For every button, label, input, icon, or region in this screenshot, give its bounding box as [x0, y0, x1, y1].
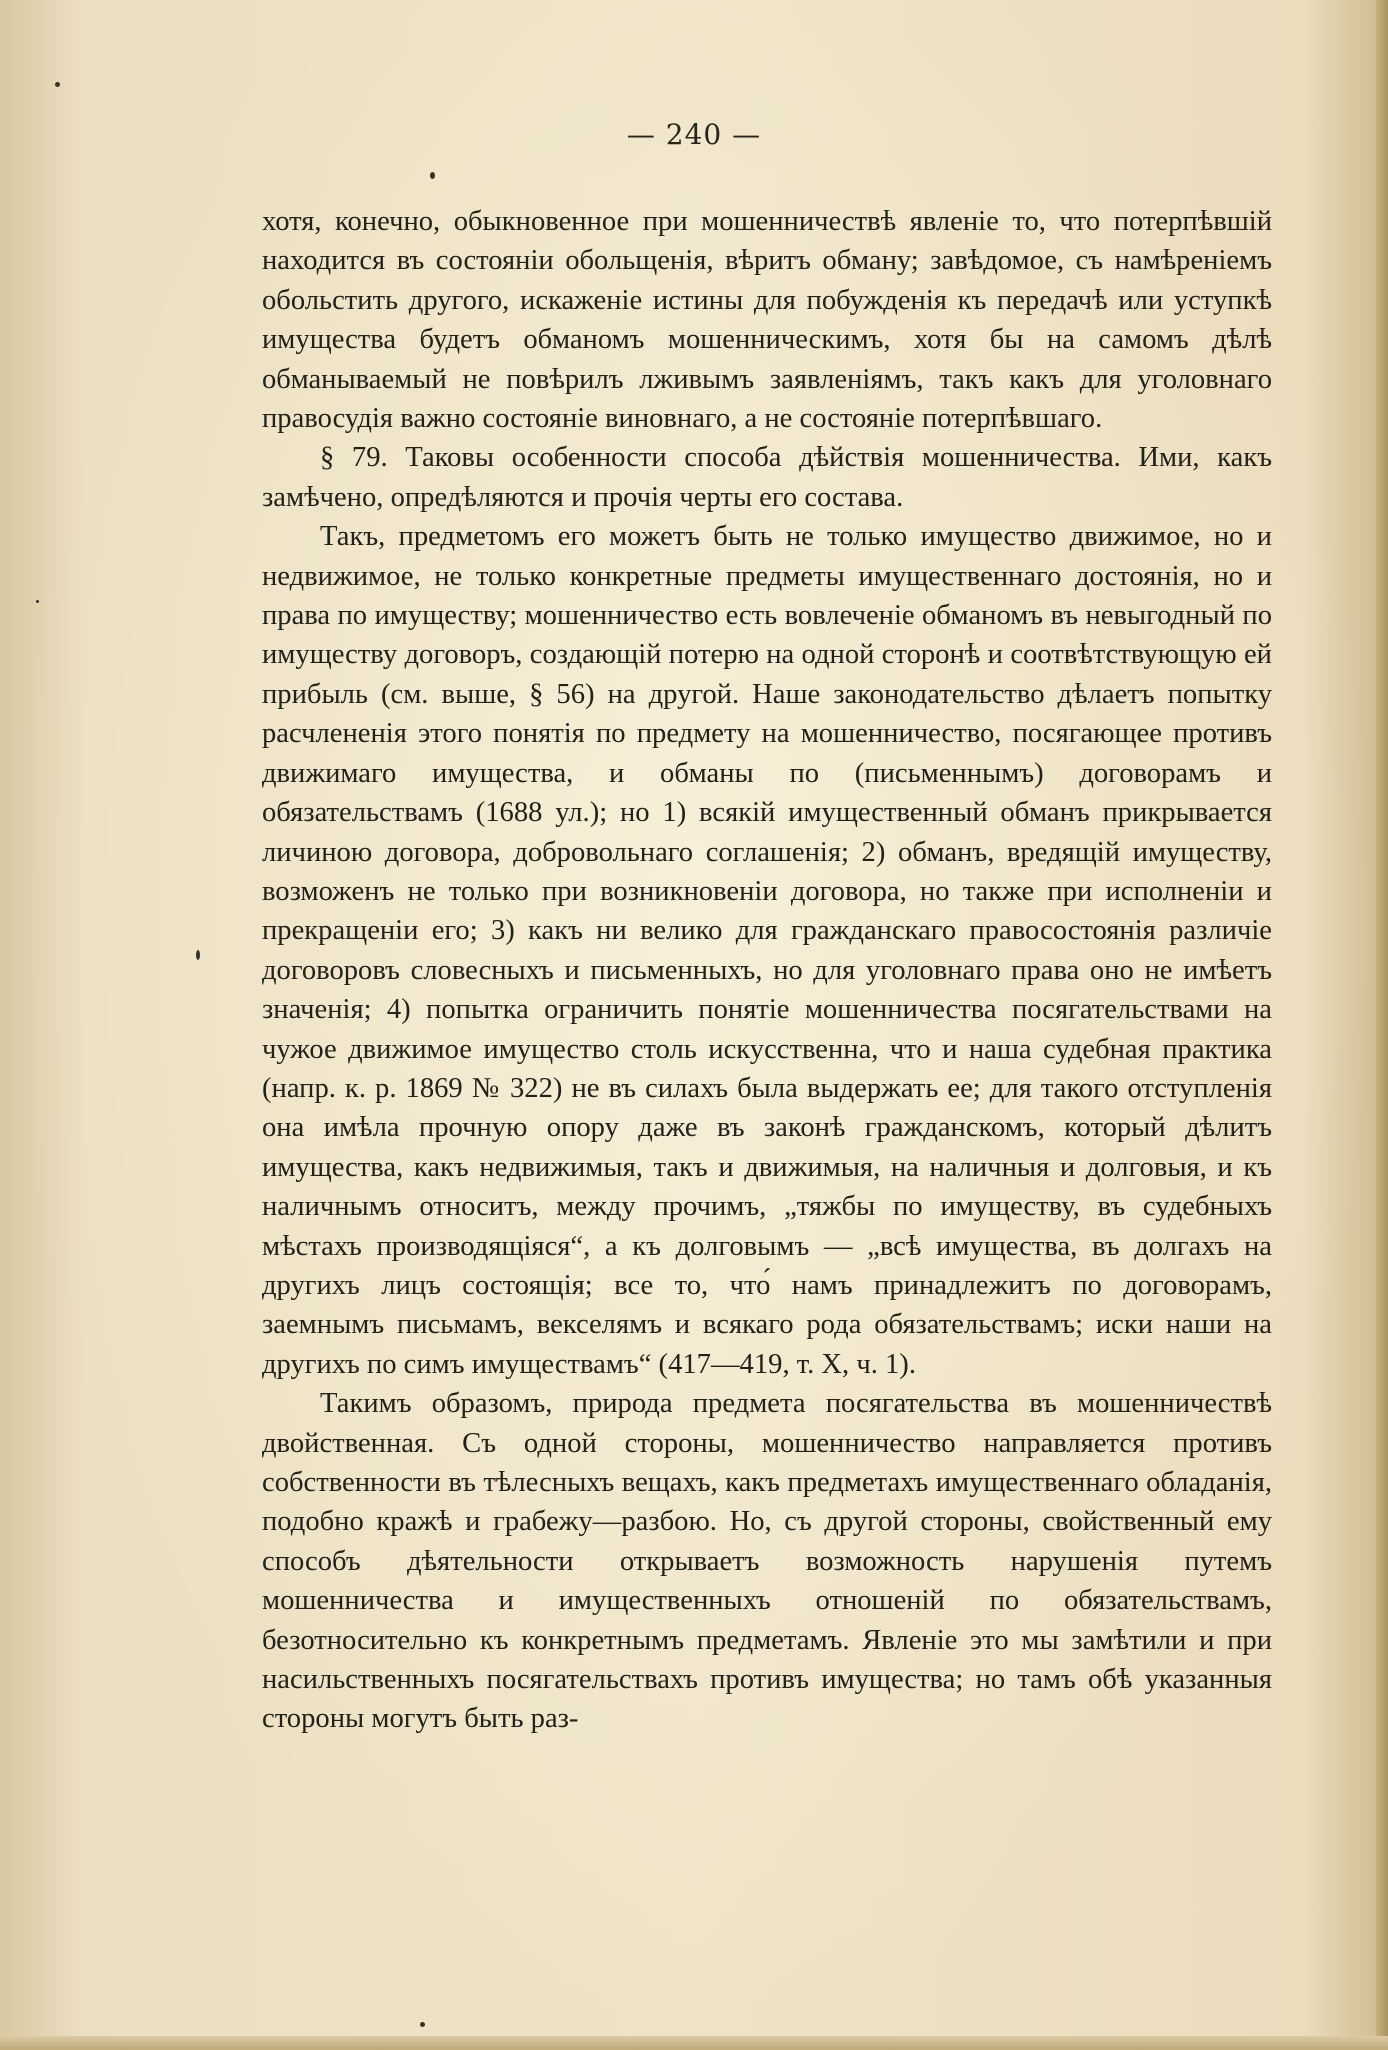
paragraph-2: § 79. Таковы особенности способа дѣйствія мошенничества. Ими, какъ замѣчено, опредѣляются и прочія черты его состава. — [262, 442, 1272, 513]
ink-speck — [36, 600, 39, 603]
page-edge-bottom — [0, 2036, 1388, 2050]
paragraph-3: Такъ, предметомъ его можетъ быть не только имущество движимое, но и недвижимое, не только конкретные предметы имущественнаго достоянія, но и права по имуществу; мошенничество есть вовлеченіе обманомъ въ невыгодный по имуществу договоръ, создающій потерю на одной сторонѣ и соотвѣтствующую ей прибыль (см. выше, § 56) на другой. Наше законодательство дѣлаетъ попытку расчлененія этого понятія по предмету на мошенничество, посягающее противъ движимаго имущества, и обманы по (письменнымъ) договорамъ и обязательствамъ (1688 ул.); но 1) всякій имущественный обманъ прикрывается личиною договора, добровольнаго соглашенія; 2) обманъ, вредящій имуществу, возможенъ не только при возникновеніи договора, но также при исполненіи и прекращеніи его; 3) какъ ни велико для гражданскаго правосостоянія различіе договоровъ словесныхъ и письменныхъ, но для уголовнаго права оно не имѣетъ значенія; 4) попытка ограничить понятіе мошенничества посягательствами на чужое движимое имущество столь искусственна, что и наша судебная практика (напр. к. р. 1869 № 322) не въ силахъ была выдержать ее; для такого отступленія она имѣла прочную опору даже въ законѣ гражданскомъ, который дѣлитъ имущества, какъ недвижимыя, такъ и движимыя, на наличныя и долговыя, и къ наличнымъ относитъ, между прочимъ, „тяжбы по имуществу, въ судебныхъ мѣстахъ производящіяся“, а къ долговымъ — „всѣ имущества, въ долгахъ на другихъ лицъ состоящія; все то, что́ намъ принадлежитъ по договорамъ, заемнымъ письмамъ, векселямъ и всякаго рода обязательствамъ; иски наши на другихъ по симъ имуществамъ“ (417—419, т. X, ч. 1). — [262, 521, 1272, 1380]
ink-speck — [420, 2022, 425, 2027]
ink-speck — [55, 82, 60, 87]
ink-speck — [196, 950, 200, 960]
page-number: — 240 — — [626, 118, 762, 151]
paragraph-4: Такимъ образомъ, природа предмета посягательства въ мошенничествѣ двойственная. Съ одной стороны, мошенничество направляется противъ собственности въ тѣлесныхъ вещахъ, какъ предметахъ имущественнаго обладанія, подобно кражѣ и грабежу—разбою. Но, съ другой стороны, свойственный ему способъ дѣятельности открываетъ возможность нарушенія путемъ мошенничества и имущественныхъ отношеній по обязательствамъ, безотносительно къ конкретнымъ предметамъ. Явленіе это мы замѣтили и при насильственныхъ посягательствахъ противъ имущества; но тамъ обѣ указанныя стороны могутъ быть раз- — [262, 1388, 1272, 1735]
page-edge-right — [1376, 0, 1388, 2050]
paragraph-1: хотя, конечно, обыкновенное при мошенничествѣ явленіе то, что потерпѣвшій находится въ состояніи обольщенія, вѣритъ обману; завѣдомое, съ намѣреніемъ обольстить другого, искаженіе истины для побужденія къ передачѣ или уступкѣ имущества будетъ обманомъ мошенническимъ, хотя бы на самомъ дѣлѣ обманываемый не повѣрилъ лживымъ заявленіямъ, такъ какъ для уголовнаго правосудія важно состояніе виновнаго, а не состояніе потерпѣвшаго. — [262, 206, 1272, 435]
ink-speck — [430, 172, 435, 179]
body-text — [262, 202, 1272, 1739]
